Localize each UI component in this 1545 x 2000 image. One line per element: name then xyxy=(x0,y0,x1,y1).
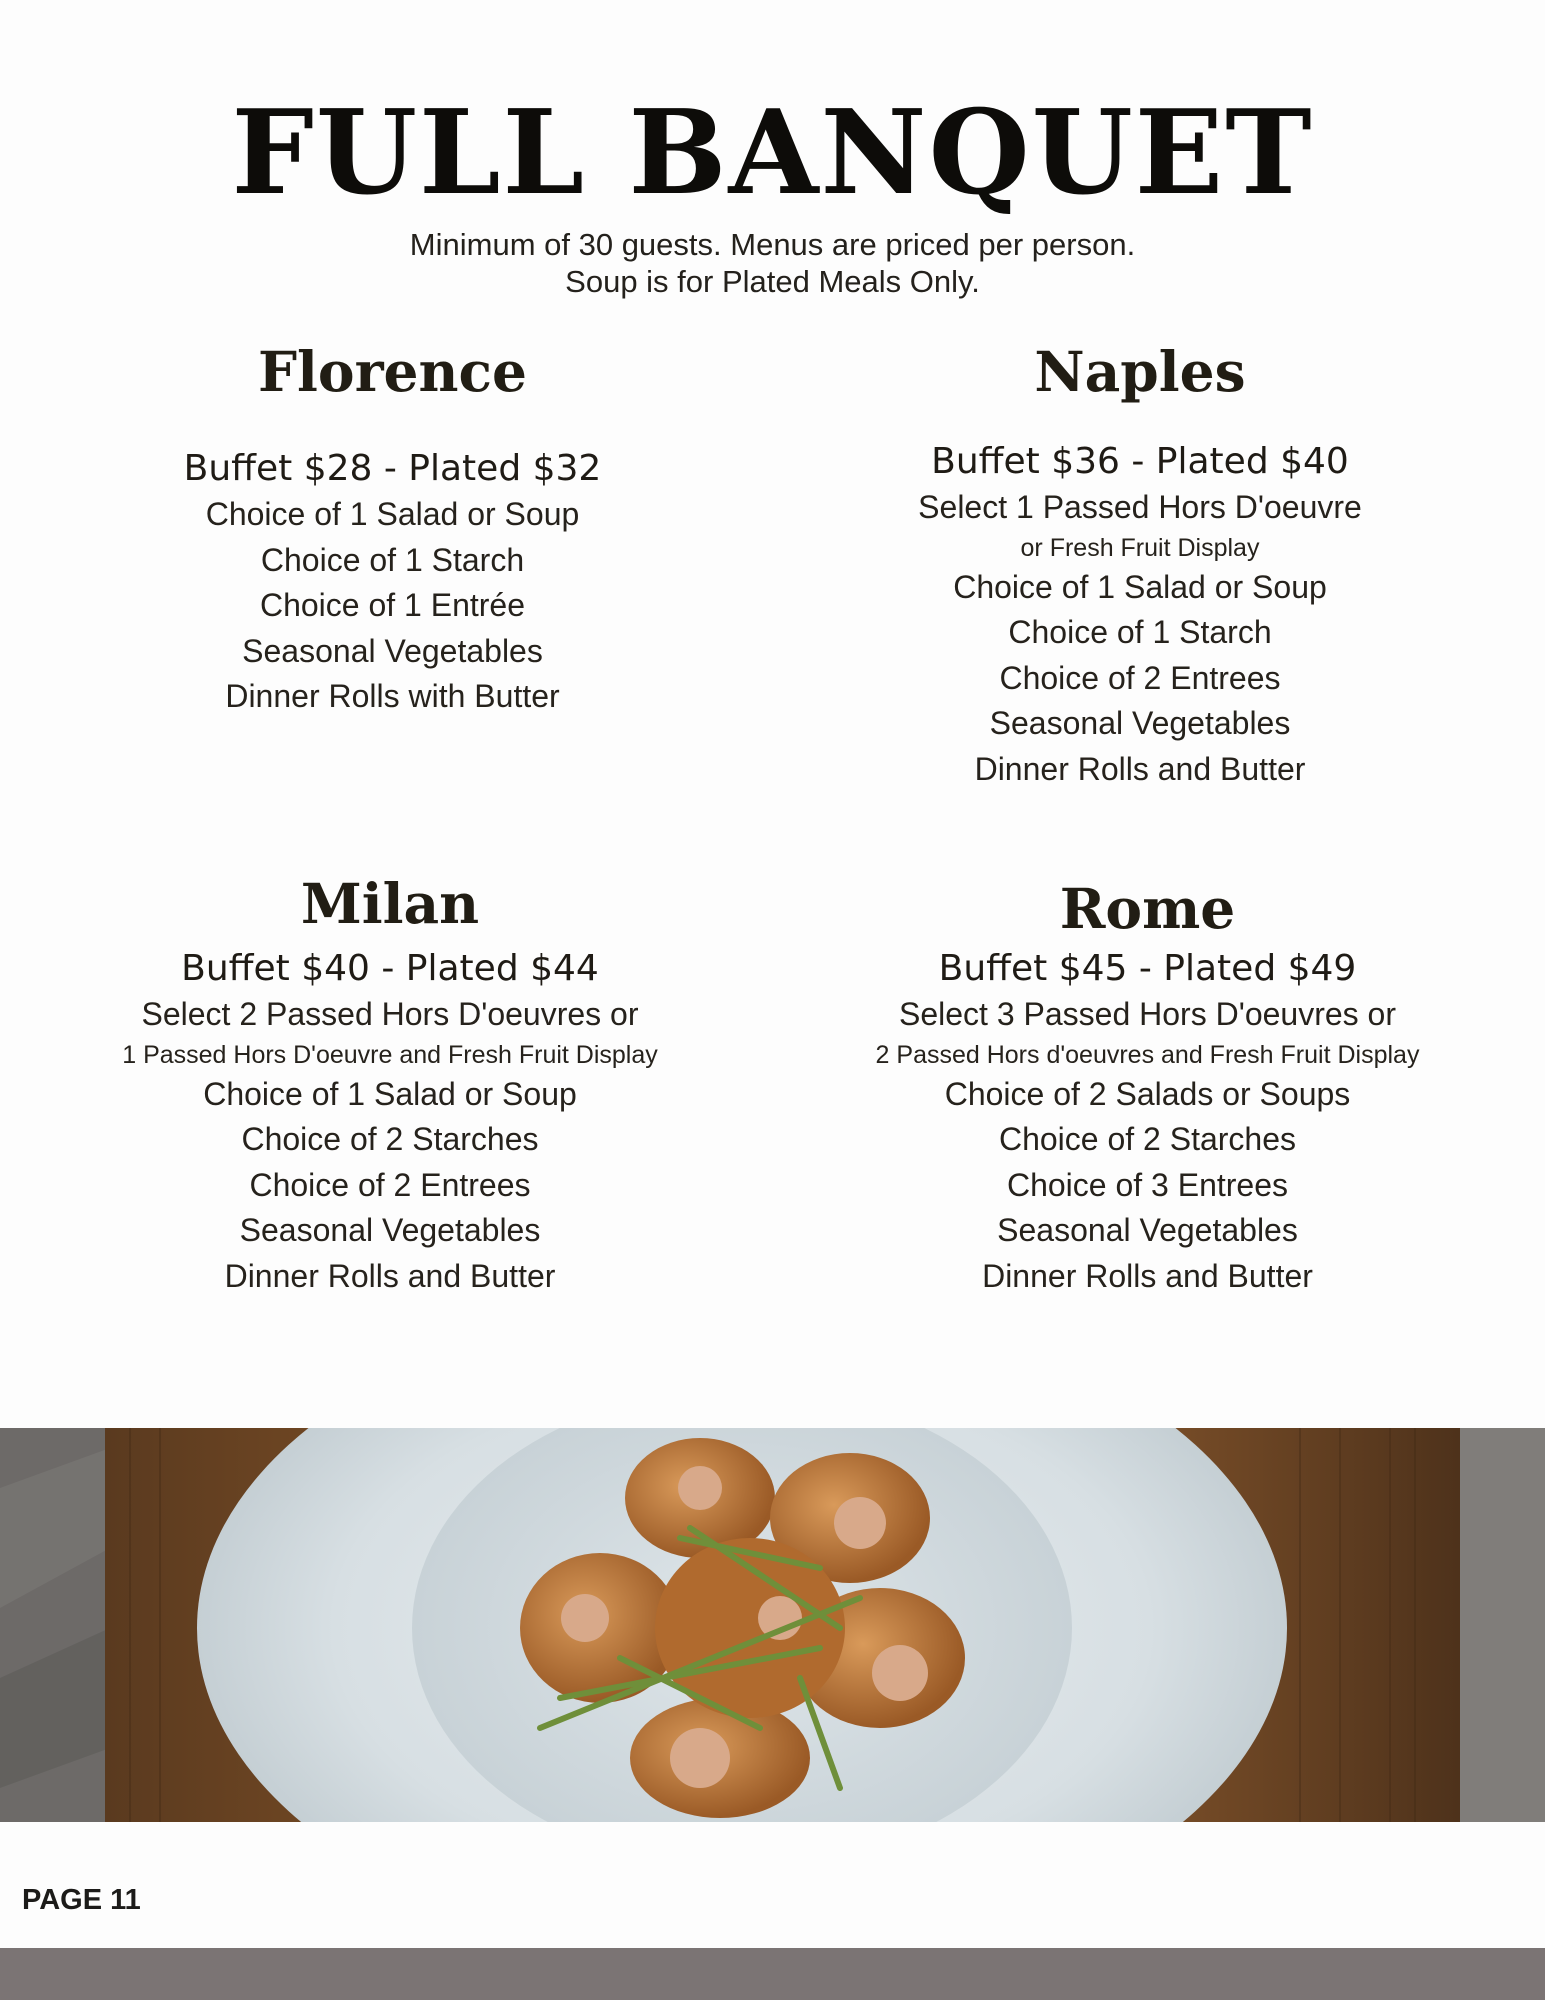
menu-item: Dinner Rolls and Butter xyxy=(982,1257,1313,1294)
menu-items xyxy=(60,992,720,1299)
menu-item: or Fresh Fruit Display xyxy=(1020,533,1260,562)
menu-item: Dinner Rolls and Butter xyxy=(974,750,1306,787)
menu-item: 2 Passed Hors d'oeuvres and Fresh Fruit Display xyxy=(875,1040,1420,1069)
menu-item: Choice of 1 Salad or Soup xyxy=(203,1075,577,1112)
menu-item: 1 Passed Hors D'oeuvre and Fresh Fruit Display xyxy=(122,1040,658,1069)
menu-item: Choice of 2 Entrees xyxy=(249,1166,531,1203)
menu-item: Select 3 Passed Hors D'oeuvres or xyxy=(899,996,1396,1032)
page-number: PAGE 11 xyxy=(22,1884,141,1916)
menu-item: Choice of 1 Entrée xyxy=(259,587,526,623)
plated-ravioli-illustration xyxy=(0,1428,1545,1822)
menu-name: Florence xyxy=(257,339,528,404)
menu-item: Choice of 3 Entrees xyxy=(1006,1166,1289,1203)
subtitle-line-1: Minimum of 30 guests. Menus are priced per person. xyxy=(409,227,1136,262)
menu-item: Choice of 2 Starches xyxy=(241,1121,539,1157)
menu-name: Naples xyxy=(1034,339,1246,404)
menu-milan xyxy=(60,872,720,1299)
menu-florence xyxy=(90,340,695,720)
menu-item: Select 1 Passed Hors D'oeuvre xyxy=(918,489,1362,525)
menu-item: Select 2 Passed Hors D'oeuvres or xyxy=(141,996,639,1032)
menu-item: Seasonal Vegetables xyxy=(997,1212,1298,1248)
menu-price: Buffet $40 - Plated $44 xyxy=(181,948,599,989)
menu-price: Buffet $45 - Plated $49 xyxy=(938,948,1357,989)
menu-name: Rome xyxy=(1059,876,1236,941)
subtitle-line-2: Soup is for Plated Meals Only. xyxy=(565,264,980,299)
menu-items xyxy=(800,992,1495,1299)
footer-bar xyxy=(0,1948,1545,2000)
menu-rome xyxy=(800,877,1495,1299)
menu-item: Choice of 1 Salad or Soup xyxy=(205,496,580,532)
menu-item: Choice of 2 Salads or Soups xyxy=(944,1075,1351,1112)
menu-item: Choice of 1 Starch xyxy=(260,541,525,578)
menu-price: Buffet $36 - Plated $40 xyxy=(931,441,1349,482)
menu-item: Seasonal Vegetables xyxy=(239,1212,541,1248)
menu-item: Choice of 1 Salad or Soup xyxy=(953,568,1327,605)
menu-item: Dinner Rolls and Butter xyxy=(224,1257,556,1294)
menu-item: Choice of 1 Starch xyxy=(1008,614,1272,650)
menu-item: Dinner Rolls with Butter xyxy=(225,678,560,714)
menu-naples xyxy=(835,340,1445,792)
menu-item: Choice of 2 Starches xyxy=(998,1121,1297,1157)
menu-item: Seasonal Vegetables xyxy=(242,632,543,669)
menu-items xyxy=(835,485,1445,792)
menu-item: Seasonal Vegetables xyxy=(989,705,1291,741)
food-photo xyxy=(0,1428,1545,1822)
menu-price: Buffet $28 - Plated $32 xyxy=(183,448,602,489)
menu-name: Milan xyxy=(300,871,480,936)
menu-items xyxy=(90,492,695,720)
page-title: FULL BANQUET xyxy=(231,85,1314,221)
menu-item: Choice of 2 Entrees xyxy=(999,659,1281,696)
